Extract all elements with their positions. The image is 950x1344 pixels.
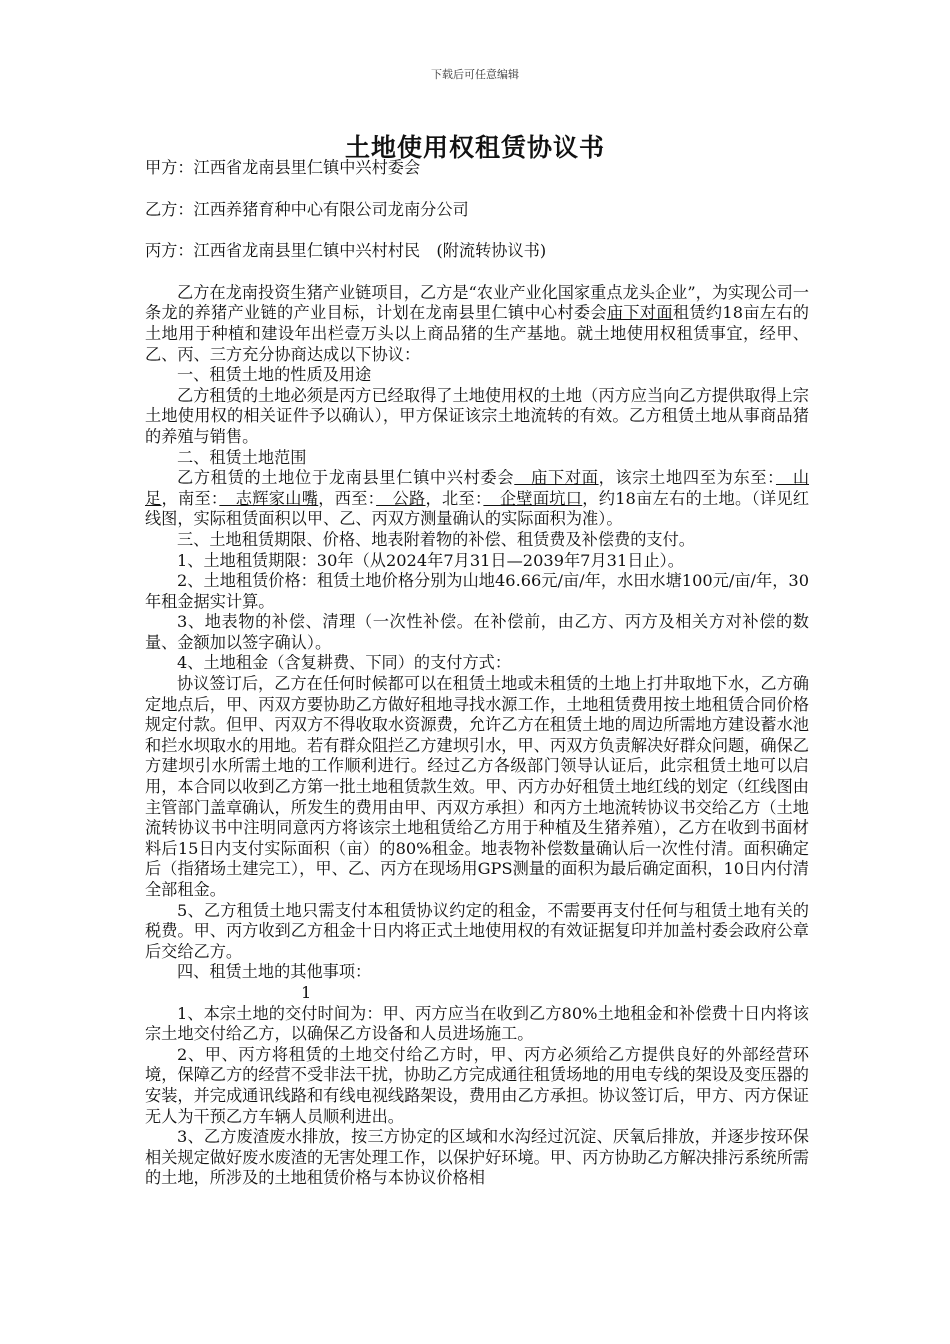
party-b: 乙方：江西养猪育种中心有限公司龙南分公司	[145, 199, 469, 219]
section-1-heading: 一、租赁土地的性质及用途	[177, 365, 372, 385]
party-a: 甲方：江西省龙南县里仁镇中兴村委会	[145, 158, 421, 177]
south-boundary: 志辉家山嘴	[219, 488, 319, 508]
section-4-heading: 四、租赁土地的其他事项：	[177, 962, 372, 982]
section-1-text: 乙方租赁的土地必须是丙方已经取得了土地使用权的土地（丙方应当向乙方提供取得上宗土地使用权的相关证件予以确认），甲方保证该宗土地流转的有效。乙方租赁土地从事商品猪的养殖与销售。	[145, 385, 809, 446]
location-underline: 庙下对面	[514, 468, 599, 488]
section-3-heading: 三、土地租赁期限、价格、地表附着物的补偿、租赁费及补偿费的支付。	[177, 529, 695, 549]
north-boundary: 企壁面坑口	[483, 488, 583, 508]
page-header: 下载后可任意编辑	[431, 68, 519, 81]
section-3-item-1: 1、土地租赁期限：30年（从2024年7月31日—2039年7月31日止）。	[177, 550, 684, 570]
section-4-item-3: 3、乙方废渣废水排放，按三方协定的区域和水沟经过沉淀、厌氧后排放，并逐步按环保相关规定做好废水废渣的无害处理工作，以保护好环境。甲、丙方协助乙方解决排污系统所需的土地，所涉及的土地租赁价格与本协议价格相	[145, 1127, 809, 1188]
party-c: 丙方：江西省龙南县里仁镇中兴村村民 (附流转协议书)	[145, 241, 547, 261]
document-title: 土地使用权租赁协议书	[344, 133, 605, 162]
east-boundary: 山足	[145, 468, 810, 508]
section-3-item-4-paragraph: 协议签订后，乙方在任何时候都可以在租赁土地或未租赁的土地上打井取地下水，乙方确定地点后，甲、丙双方要协助乙方做好租地寻找水源工作，土地租赁费用按土地租赁合同价格规定付款。但甲、丙双方不得收取水资源费，允许乙方在租赁土地的周边所需地方建设蓄水池和拦水坝取水的用地。若有群众阻拦乙方建坝引水，甲、丙双方负责解决好群众问题，确保乙方建坝引水所需土地的工作顺利进行。经过乙方各级部门领导认证后，此宗租赁土地可以启用，本合同以收到乙方第一批土地租赁款生效。甲、丙方办好租赁土地红线的划定（红线图由主管部门盖章确认，所发生的费用由甲、丙双方承担）和丙方土地流转协议书交给乙方（土地流转协议书中注明同意丙方将该宗土地租赁给乙方用于种植及生猪养殖），乙方在收到书面材料后15日内支付实际面积（亩）的80%租金。地表物补偿数量确认后一次性付清。面积确定后（指猪场土建完工），甲、乙、丙方在现场用GPS测量的面积为最后确定面积，10日内付清全部租金。	[145, 674, 809, 899]
page-number: 1	[301, 982, 312, 1002]
section-3-item-4: 4、土地租金（含复耕费、下同）的支付方式：	[177, 653, 512, 673]
location-underline: 庙下对面	[606, 303, 673, 323]
west-boundary: 公路	[376, 488, 426, 508]
section-3-item-5: 5、乙方租赁土地只需支付本租赁协议约定的租金，不需要再支付任何与租赁土地有关的税费。甲、丙方收到乙方租金十日内将正式土地使用权的有效证据复印并加盖村委会政府公章后交给乙方。	[145, 900, 809, 961]
intro-paragraph: 乙方在龙南投资生猪产业链项目，乙方是“农业产业化国家重点龙头企业”，为实现公司一条龙的养猪产业链的产业目标，计划在龙南县里仁镇中心村委会庙下对面租赁约18亩左右的土地用于种植和建设年出栏壹万头以上商品猪的生产基地。就土地使用权租赁事宜，经甲、乙、丙、三方充分协商达成以下协议：	[145, 282, 809, 364]
section-4-item-2: 2、甲、丙方将租赁的土地交付给乙方时，甲、丙方必须给乙方提供良好的外部经营环境，保障乙方的经营不受非法干扰，协助乙方完成通往租赁场地的用电专线的架设及变压器的安装，并完成通讯线路和有线电视线路架设，费用由乙方承担。协议签订后，甲方、丙方保证无人为干预乙方车辆人员顺利进出。	[145, 1044, 809, 1126]
section-3-item-2: 2、土地租赁价格：租赁土地价格分别为山地46.66元/亩/年，水田水塘100元/亩/年，30年租金据实计算。	[145, 571, 809, 611]
section-4-item-1: 1、本宗土地的交付时间为：甲、丙方应当在收到乙方80%土地租金和补偿费十日内将该宗土地交付给乙方，以确保乙方设备和人员进场施工。	[145, 1003, 809, 1044]
section-2-text: 乙方租赁的土地位于龙南县里仁镇中兴村委会 庙下对面，该宗土地四至为东至： 山足，南至： 志辉家山嘴，西至： 公路，北至： 企壁面坑口，约18亩左右的土地。（详见红线图，实际租赁面积以甲、乙、丙双方测量确认的实际面积为准）。	[145, 468, 810, 529]
section-2-heading: 二、租赁土地范围	[177, 447, 307, 467]
document-body	[145, 158, 809, 1189]
section-3-item-3: 3、地表物的补偿、清理（一次性补偿。在补偿前，由乙方、丙方及相关方对补偿的数量、金额加以签字确认）。	[145, 612, 809, 652]
